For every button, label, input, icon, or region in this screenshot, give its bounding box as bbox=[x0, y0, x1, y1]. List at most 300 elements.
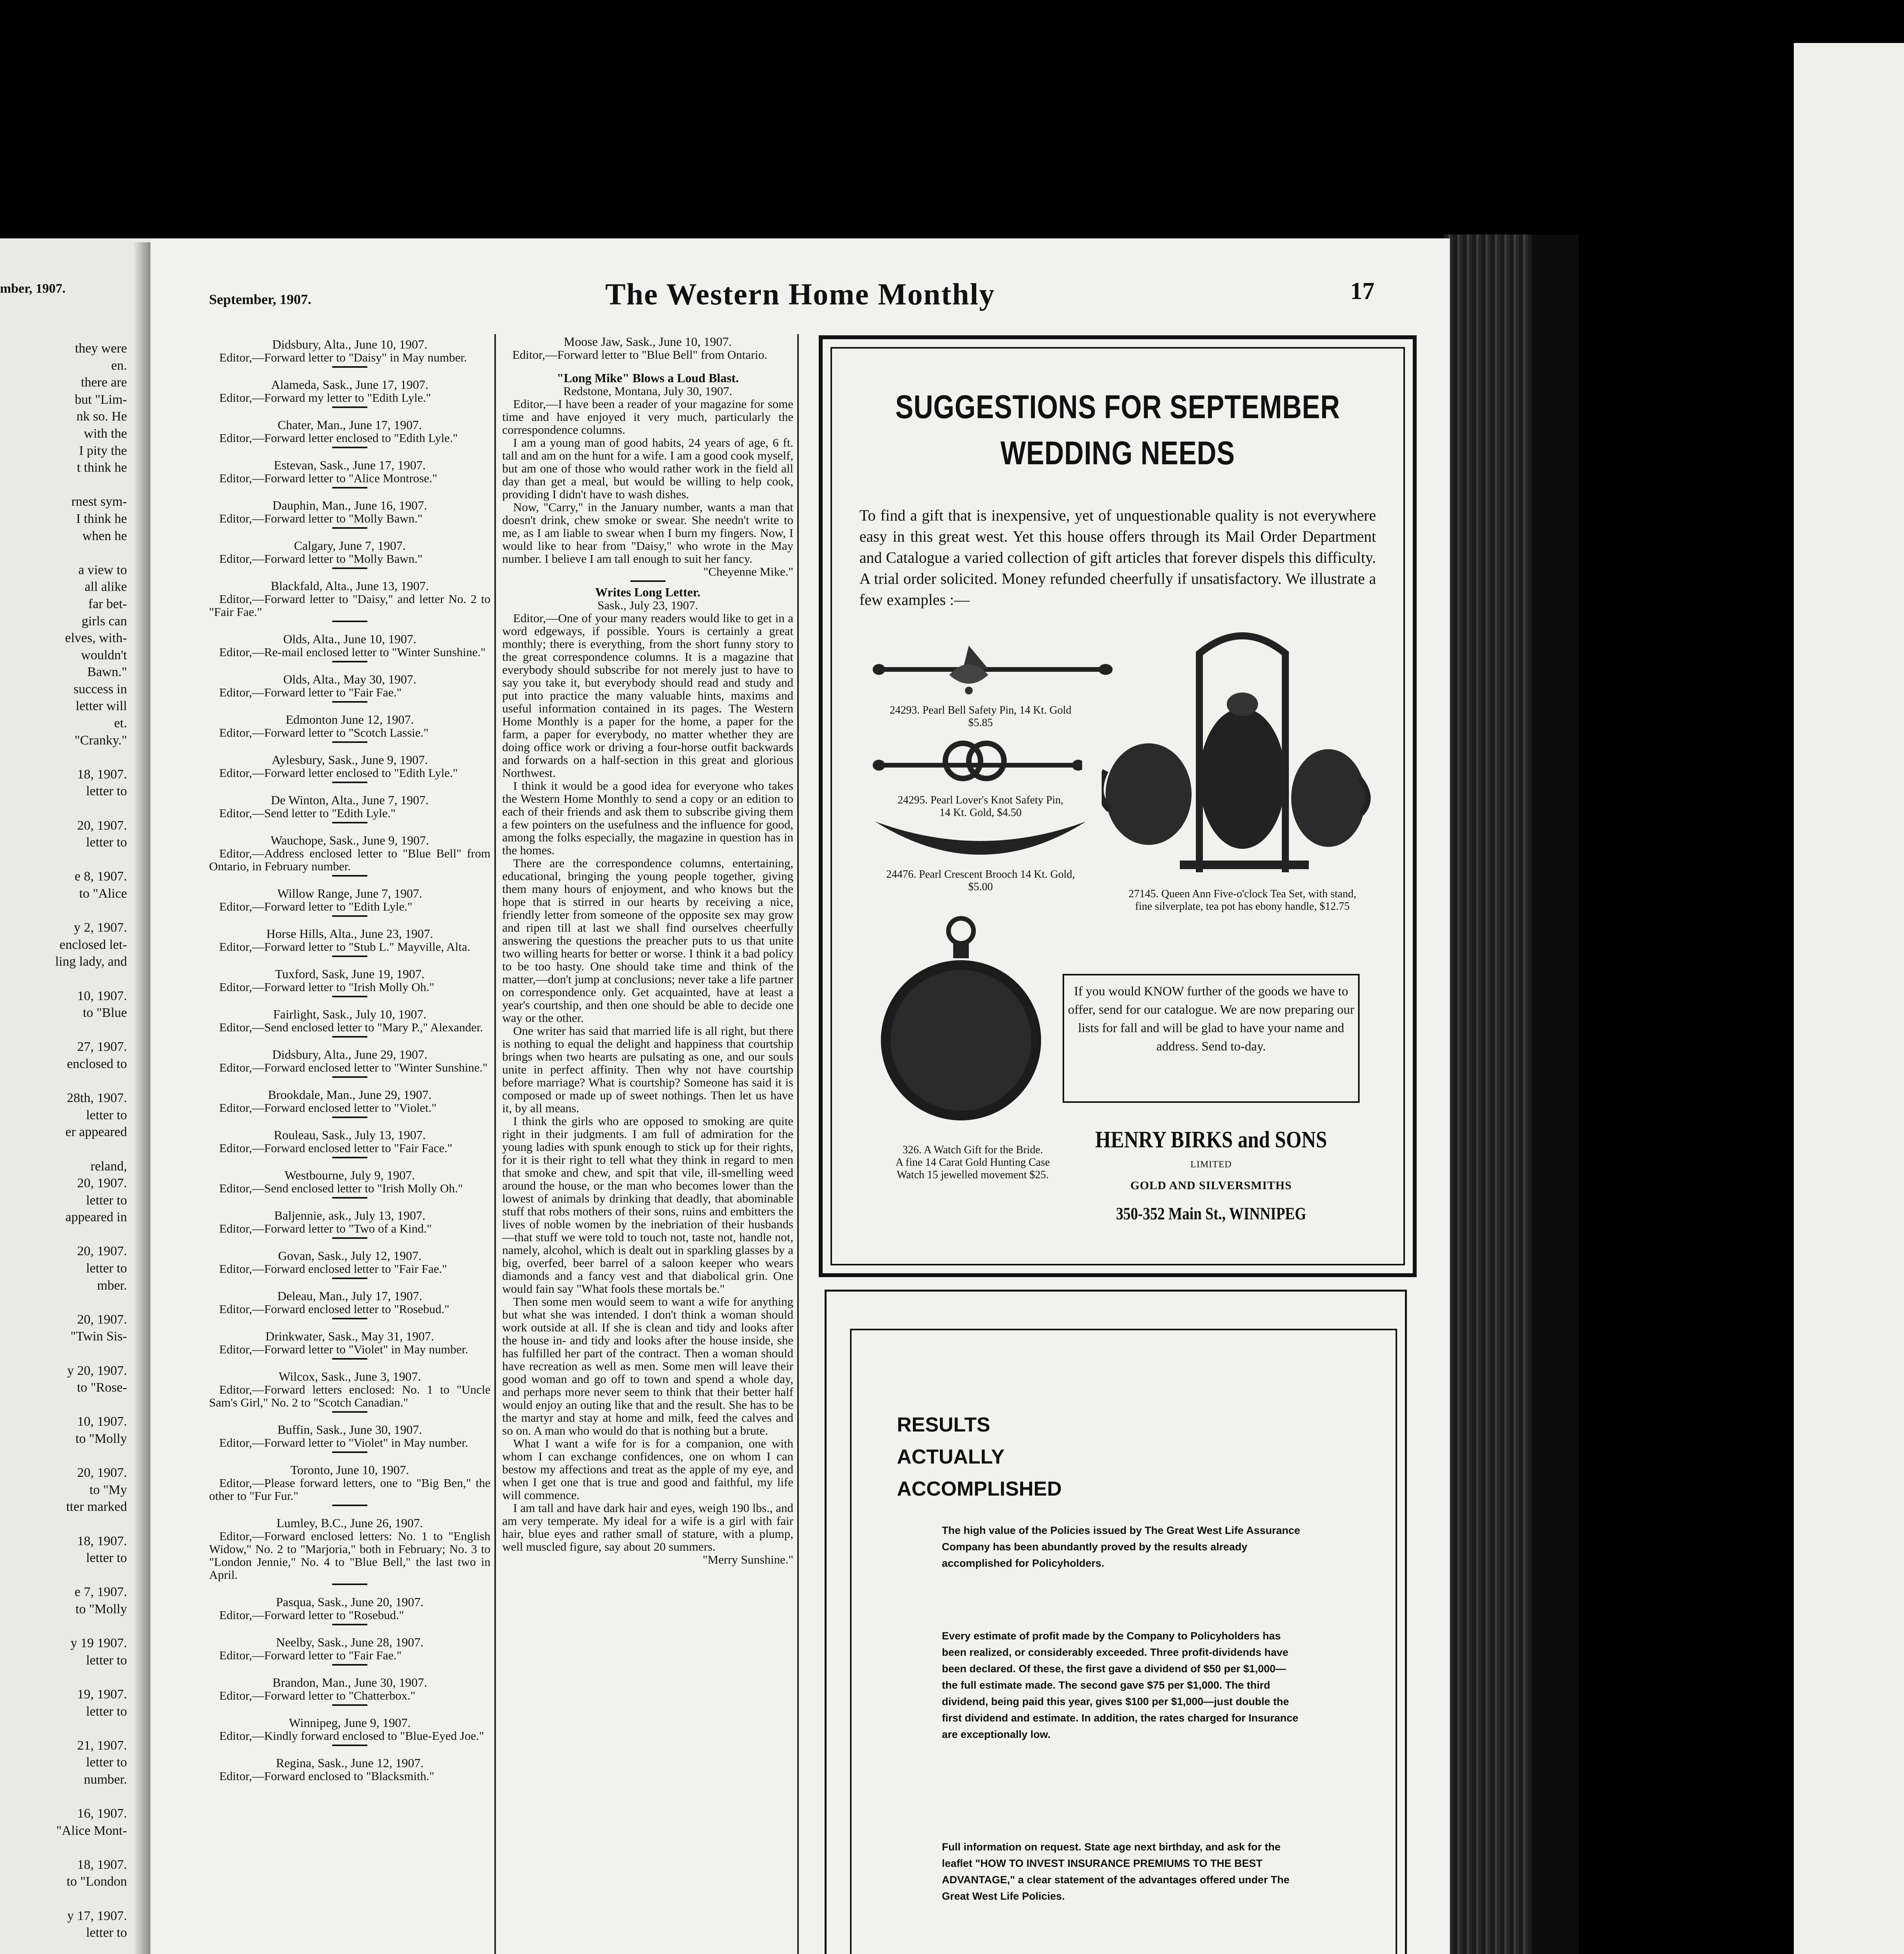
letter-notice bbox=[209, 1596, 490, 1625]
left-page-line: letter to bbox=[86, 1755, 127, 1770]
great-west-life-advertisement bbox=[825, 1290, 1407, 1954]
letter-body: Editor,—Forward letter to "Alice Montrose." bbox=[219, 471, 437, 485]
letter-place: Drinkwater, Sask., May 31, 1907. bbox=[265, 1329, 434, 1343]
left-page-line bbox=[10, 544, 127, 562]
letter-place: Calgary, June 7, 1907. bbox=[294, 539, 406, 553]
letter-place: Redstone, Montana, July 30, 1907. bbox=[563, 384, 732, 398]
letter-body: Editor,—Forward enclosed letter to "Rosebud." bbox=[219, 1302, 449, 1316]
left-page-line: e 7, 1907. bbox=[74, 1585, 127, 1600]
letter-notice bbox=[502, 335, 793, 361]
left-page-line bbox=[10, 1396, 127, 1414]
letter-notice bbox=[209, 834, 490, 877]
ad-headline-line: RESULTS bbox=[897, 1414, 990, 1436]
letter-place: Didsbury, Alta., June 10, 1907. bbox=[272, 337, 428, 351]
divider bbox=[332, 1318, 367, 1319]
item-caption bbox=[871, 1144, 1074, 1181]
left-page-line bbox=[10, 1294, 127, 1311]
divider bbox=[332, 621, 367, 622]
letter-place: Tuxford, Sask, June 19, 1907. bbox=[275, 967, 425, 981]
item-caption bbox=[871, 794, 1090, 819]
letter-place: Fairlight, Sask., July 10, 1907. bbox=[273, 1007, 426, 1021]
left-page-line: a view to bbox=[78, 562, 127, 577]
masthead-title: The Western Home Monthly bbox=[605, 277, 995, 311]
letter-notice bbox=[209, 1464, 490, 1506]
letter-place: Pasqua, Sask., June 20, 1907. bbox=[276, 1595, 424, 1609]
divider bbox=[332, 447, 367, 448]
letter-body: Editor,—Forward enclosed letter to "Fair Fae." bbox=[219, 1262, 447, 1276]
pearl-bell-pin-illustration bbox=[871, 646, 1113, 700]
left-page-line: enclosed to bbox=[67, 1056, 127, 1071]
letter-place: Govan, Sask., July 12, 1907. bbox=[278, 1249, 422, 1263]
letter-notice bbox=[209, 580, 490, 622]
left-page-line bbox=[10, 1567, 127, 1584]
left-page-line: y 17, 1907. bbox=[67, 1908, 127, 1923]
left-page-line bbox=[10, 1890, 127, 1907]
left-page-line: 20, 1907. bbox=[77, 818, 127, 833]
left-page-line: they were bbox=[75, 341, 127, 356]
left-page-line bbox=[10, 1618, 127, 1635]
left-page-line: y 19 1907. bbox=[70, 1636, 127, 1651]
letter-notice bbox=[209, 378, 490, 408]
letter-place: Brookdale, Man., June 29, 1907. bbox=[268, 1088, 432, 1102]
item-caption bbox=[871, 868, 1090, 893]
left-page-line: there are bbox=[81, 375, 127, 390]
divider bbox=[630, 580, 666, 582]
left-page-line: to "London bbox=[66, 1874, 127, 1889]
left-page-line: 18, 1907. bbox=[77, 1533, 127, 1548]
letter-notice bbox=[209, 713, 490, 743]
divider bbox=[332, 1505, 367, 1506]
letter-notice bbox=[209, 419, 490, 448]
letter-body: Editor,—Forward letter to "Fair Fae." bbox=[219, 1648, 402, 1662]
left-page-line: I pity the bbox=[79, 443, 127, 458]
letter-place: Sask., July 23, 1907. bbox=[597, 598, 698, 612]
letter-body: Editor,—Forward my letter to "Edith Lyle." bbox=[219, 391, 431, 404]
letter-paragraph: Editor,—I have been a reader of your magazine for some time and have enjoyed it very much, particularly the correspondence columns. bbox=[502, 397, 793, 437]
left-page-line: 28th, 1907. bbox=[67, 1091, 127, 1106]
letter-notice bbox=[209, 1636, 490, 1666]
letter-place: Olds, Alta., May 30, 1907. bbox=[283, 672, 417, 686]
letter-place: Deleau, Man., July 17, 1907. bbox=[277, 1289, 422, 1303]
tea-set-illustration bbox=[1102, 630, 1371, 884]
ad-headline-line: ACCOMPLISHED bbox=[897, 1478, 1062, 1500]
item-detail: fine silverplate, tea pot has ebony handle, $12.75 bbox=[1135, 900, 1350, 913]
left-page-line: y 2, 1907. bbox=[74, 920, 127, 935]
ad-intro: To find a gift that is inexpensive, yet of unquestionable quality is not everywhere easy in this great west. Yet this house offers through its Mail Order Department and Catalogue a varied collection of gift articles that forever dispels this difficulty. A trial order solicited. Money refunded cheerfully if unsatisfactory. We illustrate a few examples :— bbox=[859, 506, 1376, 608]
letter-place: Chater, Man., June 17, 1907. bbox=[277, 418, 422, 432]
letter-place: Wilcox, Sask., June 3, 1907. bbox=[278, 1369, 421, 1383]
birks-advertisement bbox=[819, 335, 1417, 1277]
letter-place: Dauphin, Man., June 16, 1907. bbox=[272, 498, 427, 512]
ad-headline bbox=[897, 1409, 1062, 1505]
ad-inner-border bbox=[830, 347, 1405, 1265]
ad-headline-line: WEDDING NEEDS bbox=[1000, 435, 1235, 471]
divider bbox=[332, 1036, 367, 1038]
letter-paragraph: What I want a wife for is for a companion, one with whom I can exchange confidences, one on whom I can bestow my affections and treat as the apple of my eye, and when I get one that is true and good and faithful, my life will commence. bbox=[502, 1437, 793, 1502]
letter-notice bbox=[209, 794, 490, 823]
letter-notice bbox=[209, 1169, 490, 1199]
letter-body: Editor,—Forward letter to "Fair Fae." bbox=[219, 685, 402, 699]
column-divider bbox=[797, 334, 799, 1954]
letter-notice bbox=[209, 927, 490, 957]
letter-body: Editor,—Forward letter enclosed to "Edith Lyle." bbox=[219, 766, 458, 780]
letter-notice bbox=[209, 1249, 490, 1279]
left-page-line bbox=[10, 1073, 127, 1090]
lovers-knot-pin-illustration bbox=[871, 739, 1082, 786]
left-page-line bbox=[10, 476, 127, 494]
letter-place: Wauchope, Sask., June 9, 1907. bbox=[270, 833, 429, 847]
left-page-line: to "Alice bbox=[79, 886, 127, 901]
left-page-line: number. bbox=[84, 1772, 127, 1787]
letter-notice bbox=[209, 1757, 490, 1782]
left-page-line: to "Rose- bbox=[77, 1380, 127, 1395]
letter-notice bbox=[209, 1676, 490, 1706]
letter-notice bbox=[209, 1129, 490, 1158]
letter-place: Rouleau, Sask., July 13, 1907. bbox=[274, 1128, 426, 1142]
left-page-line: "Cranky." bbox=[74, 733, 127, 748]
left-page-line: rnest sym- bbox=[71, 494, 127, 509]
pocket-watch-illustration bbox=[879, 915, 1043, 1130]
letter-notice bbox=[209, 633, 490, 662]
letter-body: Editor,—Forward enclosed letter to "Violet." bbox=[219, 1101, 437, 1115]
left-page-line: to "Molly bbox=[75, 1432, 127, 1446]
letter-body: Editor,—Forward letter to "Scotch Lassie." bbox=[219, 726, 429, 739]
letter-place: Blackfald, Alta., June 13, 1907. bbox=[270, 579, 429, 593]
left-page-line: appeared in bbox=[65, 1210, 127, 1225]
left-page-line: letter to bbox=[86, 1551, 127, 1566]
letter-notice bbox=[209, 887, 490, 917]
letter-place: Toronto, June 10, 1907. bbox=[290, 1463, 409, 1477]
letter-body: Editor,—Forward enclosed letter to "Winter Sunshine." bbox=[219, 1061, 488, 1074]
divider bbox=[332, 661, 367, 662]
left-page-line: e 8, 1907. bbox=[74, 869, 127, 884]
letter-notice bbox=[209, 1517, 490, 1585]
left-facing-page bbox=[0, 238, 154, 1954]
letter-paragraphs bbox=[502, 612, 793, 1553]
letter-place: Edmonton June 12, 1907. bbox=[286, 712, 414, 726]
letter-notice bbox=[209, 1423, 490, 1453]
letter-place: Willow Range, June 7, 1907. bbox=[277, 886, 422, 900]
letter-paragraphs bbox=[502, 397, 793, 565]
letter-notice bbox=[209, 753, 490, 783]
left-page-line: wouldn't bbox=[81, 648, 127, 662]
page-number: 17 bbox=[1350, 278, 1374, 304]
left-page-line bbox=[10, 851, 127, 868]
letter-paragraph: Then some men would seem to want a wife for anything but what she was intended. I don't think a woman should work outside at all. If she is clean and tidy and looks after the house in- and tidy and looks after the house inside, she has fulfilled her part of the contract. Then a woman should have recreation as well as men. Some men will leave their good woman and go off to town and spend a whole day, and perhaps more never seem to think that their better half would enjoy an outing like that and the result. She has to be the martyr and stay at home and milk, feed the calves and so on. A man who would do that is nothing but a brute. bbox=[502, 1295, 793, 1437]
left-page-line bbox=[10, 902, 127, 920]
left-page-line: letter to bbox=[86, 835, 127, 850]
left-page-line: 20, 1907. bbox=[77, 1244, 127, 1259]
letter-body: Editor,—Forward letter to "Blue Bell" from Ontario. bbox=[512, 348, 768, 361]
left-page-line bbox=[10, 1720, 127, 1737]
left-page-line bbox=[10, 749, 127, 766]
divider bbox=[332, 487, 367, 488]
divider bbox=[332, 1745, 367, 1746]
divider bbox=[332, 1237, 367, 1239]
letter-place: Winnipeg, June 9, 1907. bbox=[289, 1716, 411, 1730]
divider bbox=[332, 1157, 367, 1158]
ad-headline bbox=[884, 384, 1352, 476]
letter-paragraph: One writer has said that married life is all right, but there is nothing to equal the delight and happiness that courtship brings when two hearts are pulsating as one, and our souls unite in perfect affinity. Then why not have courtship before marriage? What is courtship? Someone has said it is composed or made up of sweet nothings. Then let us have it, by all means. bbox=[502, 1024, 793, 1115]
left-page-line bbox=[10, 1345, 127, 1362]
item-price: 14 Kt. Gold, $4.50 bbox=[939, 807, 1022, 819]
letter-notice bbox=[209, 673, 490, 703]
divider bbox=[332, 527, 367, 529]
letter-paragraph: There are the correspondence columns, entertaining, educational, bringing the young people together, giving them many hours of enjoyment, and who knows but the hope that is stirred in our hearts by receiving a nice, friendly letter from someone of the opposite sex may grow and ripen till at last we shall find ourselves cheerfully answering the questions the preacher puts to us that unite two willing hearts for better or worse. I think it a bad policy to be too hasty. One should take time and think of the matter,—don't jump at conclusions; never take a life partner on correspondence only. Get acquainted, have at least a year's courtship, and then one should be able to decide one way or the other. bbox=[502, 856, 793, 1025]
left-page-line: when he bbox=[82, 528, 127, 543]
left-page-line bbox=[10, 1941, 127, 1954]
left-page-line: tter marked bbox=[66, 1499, 127, 1514]
left-page-line: en. bbox=[111, 358, 127, 373]
letter-place: Horse Hills, Alta., June 23, 1907. bbox=[266, 927, 433, 941]
letter-paragraph: I think it would be a good idea for everyone who takes the Western Home Monthly to send a copy or an edition to each of their friends and ask them to subscribe giving them a few pointers on the usefulness and the influence for good, among the folks especially, the magazine in question has in the homes. bbox=[502, 779, 793, 857]
catalogue-notice: If you would KNOW further of the goods we have to offer, send for our catalogue. We are now preparing our lists for fall and will be glad to have your name and address. Send to-day. bbox=[1063, 974, 1360, 1103]
left-page-line bbox=[10, 1839, 127, 1856]
left-page-line: letter to bbox=[86, 1193, 127, 1208]
left-page-line: Bawn." bbox=[87, 665, 127, 680]
left-page-line: letter to bbox=[86, 1653, 127, 1668]
left-page-line: I think he bbox=[76, 511, 127, 526]
divider bbox=[332, 1411, 367, 1413]
left-page-line bbox=[10, 1788, 127, 1805]
left-page-line: elves, with- bbox=[65, 631, 127, 646]
item-name: 24295. Pearl Lover's Knot Safety Pin, bbox=[897, 794, 1064, 806]
left-page-line: reland, bbox=[90, 1159, 127, 1174]
ad-headline-line: ACTUALLY bbox=[897, 1446, 1005, 1468]
left-page-line: "Alice Mont- bbox=[56, 1823, 127, 1838]
letter-place: Buffin, Sask., June 30, 1907. bbox=[277, 1423, 422, 1437]
divider bbox=[332, 1076, 367, 1078]
right-page-strip bbox=[1794, 43, 1904, 1954]
left-page-line: letter to bbox=[86, 1704, 127, 1719]
left-page-line: to "Molly bbox=[75, 1601, 127, 1616]
letter-place: Baljennie, ask., July 13, 1907. bbox=[274, 1208, 426, 1222]
left-page-line: letter to bbox=[86, 784, 127, 799]
letter-place: Neelby, Sask., June 28, 1907. bbox=[276, 1635, 424, 1649]
divider bbox=[332, 1278, 367, 1279]
letter-notice bbox=[209, 1209, 490, 1239]
letter-body: Editor,—Forward letter to "Two of a Kind." bbox=[219, 1222, 432, 1235]
letter-body: Editor,—Forward letter to "Violet" in May number. bbox=[219, 1436, 468, 1449]
letter-signature: "Cheyenne Mike." bbox=[703, 565, 793, 578]
letter-body: Editor,—Send letter to "Edith Lyle." bbox=[219, 806, 396, 820]
left-page-line: y 20, 1907. bbox=[67, 1363, 127, 1378]
letter-heading: "Long Mike" Blows a Loud Blast. bbox=[557, 371, 739, 385]
left-page-line bbox=[10, 1226, 127, 1243]
left-page-line: 10, 1907. bbox=[77, 1414, 127, 1429]
letter-body: Editor,—Send enclosed letter to "Irish Molly Oh." bbox=[219, 1181, 463, 1195]
letter-notice bbox=[209, 459, 490, 488]
left-page-line: 16, 1907. bbox=[77, 1806, 127, 1821]
letter-body: Editor,—Forward letter to "Daisy," and letter No. 2 to "Fair Fae." bbox=[209, 592, 490, 619]
left-page-line: success in bbox=[73, 682, 127, 696]
divider bbox=[332, 1117, 367, 1118]
left-page-line: letter will bbox=[75, 699, 127, 714]
correspondence-column bbox=[502, 335, 793, 1566]
header-date: September, 1907. bbox=[209, 292, 311, 307]
item-name: 326. A Watch Gift for the Bride. bbox=[902, 1144, 1043, 1156]
letter-body: Editor,—Forward letters enclosed: No. 1 to "Uncle Sam's Girl," No. 2 to "Scotch Canadian." bbox=[209, 1383, 490, 1409]
letter-body: Editor,—Kindly forward enclosed to "Blue-Eyed Joe." bbox=[219, 1729, 484, 1743]
letter-place: Moose Jaw, Sask., June 10, 1907. bbox=[564, 335, 732, 349]
letter-place: Didsbury, Alta., June 29, 1907. bbox=[272, 1047, 428, 1061]
letter-body: Editor,—Forward letter to "Violet" in May number. bbox=[219, 1342, 468, 1356]
left-page-line bbox=[10, 1022, 127, 1039]
left-page-line: girls can bbox=[81, 614, 127, 628]
left-page-line: 21, 1907. bbox=[77, 1738, 127, 1753]
divider bbox=[332, 1451, 367, 1453]
letter-notice bbox=[209, 1330, 490, 1360]
divider bbox=[332, 1358, 367, 1360]
letter-notice bbox=[209, 1008, 490, 1038]
letter-notice bbox=[209, 1716, 490, 1746]
divider bbox=[332, 701, 367, 703]
book-cover-edge bbox=[1532, 234, 1579, 1954]
letter-paragraph: I am tall and have dark hair and eyes, weigh 190 lbs., and am very temperate. My ideal for a wife is a girl with fair hair, blue eyes and rather small of stature, with a plump, well muscled figure, say about 20 summers. bbox=[502, 1501, 793, 1553]
letter-body: Editor,—Forward letter enclosed to "Edith Lyle." bbox=[219, 431, 458, 445]
left-page-line: letter to bbox=[86, 1925, 127, 1940]
left-page-line: all alike bbox=[84, 580, 127, 594]
company-address: 350-352 Main St., WINNIPEG bbox=[1116, 1204, 1306, 1223]
item-name: 24476. Pearl Crescent Brooch 14 Kt. Gold, bbox=[886, 868, 1075, 880]
letter-heading: Writes Long Letter. bbox=[595, 585, 701, 599]
letter-body: Editor,—Address enclosed letter to "Blue Bell" from Ontario, in February number. bbox=[209, 846, 490, 873]
letter-signature: "Merry Sunshine." bbox=[703, 1553, 793, 1566]
letter-body: Editor,—Forward enclosed to "Blacksmith." bbox=[219, 1769, 435, 1783]
company-limited: LIMITED bbox=[1190, 1160, 1232, 1170]
item-price: $5.00 bbox=[968, 881, 993, 893]
letter-place: De Winton, Alta., June 7, 1907. bbox=[271, 793, 429, 807]
company-trade: GOLD AND SILVERSMITHS bbox=[1130, 1179, 1292, 1192]
letter-notice bbox=[209, 338, 490, 368]
letter-place: Westbourne, July 9, 1907. bbox=[285, 1168, 415, 1182]
item-caption bbox=[1102, 888, 1383, 913]
letter-body: Editor,—Forward letter to "Rosebud." bbox=[219, 1608, 404, 1622]
item-price: $5.85 bbox=[968, 717, 993, 729]
divider bbox=[332, 1624, 367, 1625]
divider bbox=[332, 1197, 367, 1199]
left-page-line bbox=[10, 1141, 127, 1158]
left-page-line: with the bbox=[84, 426, 127, 441]
left-page-line: ling lady, and bbox=[55, 954, 127, 969]
letter-place: Brandon, Man., June 30, 1907. bbox=[272, 1675, 427, 1689]
letter-place: Lumley, B.C., June 26, 1907. bbox=[276, 1516, 423, 1530]
divider bbox=[332, 406, 367, 408]
letter-place: Olds, Alta., June 10, 1907. bbox=[283, 632, 417, 646]
letter-notice bbox=[209, 539, 490, 569]
ad-paragraph: Every estimate of profit made by the Company to Policyholders has been realized, or considerably exceeded. Three profit-dividends have been declared. Of these, the first gave a dividend of $50 per $1,000—the full estimate made. The second gave $75 per $1,000. The third dividend, being paid this year, gives $100 per $1,000—just double the first dividend and estimate. In addition, the rates charged for Insurance are exceptionally low. bbox=[942, 1630, 1299, 1740]
left-page-line: but "Lim- bbox=[75, 392, 127, 407]
letters-column bbox=[209, 338, 490, 1793]
left-page-line bbox=[10, 1516, 127, 1533]
crescent-brooch-illustration bbox=[871, 818, 1090, 868]
letter-paragraph: Now, "Carry," in the January number, wants a man that doesn't drink, chew smoke or swear. She needn't write to me, as I am liable to swear when I burn my fingers. Now, I would like to hear from "Daisy," who wrote in the May number. I believe I am tall enough to suit her fancy. bbox=[502, 500, 793, 565]
left-page-line bbox=[10, 800, 127, 817]
item-detail: Watch 15 jewelled movement $25. bbox=[897, 1169, 1049, 1181]
letter-body: Editor,—Forward letter to "Stub L." Mayville, Alta. bbox=[219, 940, 471, 954]
letter-notice bbox=[209, 1048, 490, 1078]
divider bbox=[332, 1584, 367, 1585]
letter-body: Editor,—Send enclosed letter to "Mary P.," Alexander. bbox=[219, 1020, 483, 1034]
left-page-line: 27, 1907. bbox=[77, 1040, 127, 1054]
left-page-line: to "Blue bbox=[82, 1006, 127, 1020]
letter-notice bbox=[209, 1290, 490, 1319]
letter-notice bbox=[209, 1370, 490, 1413]
column-divider bbox=[494, 334, 496, 1954]
left-page-header: mber, 1907. bbox=[0, 281, 66, 296]
letter-place: Estevan, Sask., June 17, 1907. bbox=[274, 458, 426, 472]
item-name: 27145. Queen Ann Five-o'clock Tea Set, with stand, bbox=[1128, 888, 1356, 900]
letter-paragraph: I think the girls who are opposed to smoking are quite right in their judgments. I am full of admiration for the young ladies with spunk enough to stick up for their rights, for it is their right to tell what they think in regard to men that smoke and chew, and spit that vile, ill-smelling weed around the house, or the man who becomes lower than the lowest of animals by drinking that deadly, that abominable stuff that robs mothers of their sons, ruins and embitters the lives of noble women by the inebriation of their husbands—that stuff we were told to touch not, taste not, handle not, namely, alcohol, which is dealt out in sparkling glasses by a big, overfed, beer barrel of a saloon keeper who wears diamonds and a fancy vest and that diabolical grin. One would fain say "What fools these mortals be." bbox=[502, 1114, 793, 1296]
left-page-line: 19, 1907. bbox=[77, 1687, 127, 1702]
letter-notice bbox=[209, 968, 490, 997]
letter-paragraph: Editor,—One of your many readers would like to get in a word edgeways, if possible. Yours is certainly a great monthly; there is everything, from the short funny story to the great correspondence columns. It is a magazine that everybody should subscribe for not merely just to have to say you take it, but everybody should read and study and put into practice the many valuable hints, maxims and useful information contained in its pages. The Western Home Monthly is a paper for the home, a paper for the farm, a paper for everybody, no matter whether they are doing office work or driving a four-horse outfit backwards and forwards on a half-section in this great and glorious Northwest. bbox=[502, 611, 793, 780]
left-page-line: far bet- bbox=[88, 596, 127, 611]
divider bbox=[332, 1664, 367, 1666]
item-caption bbox=[871, 704, 1090, 729]
left-page-line: 20, 1907. bbox=[77, 1466, 127, 1480]
left-page-line bbox=[10, 970, 127, 988]
letter-place: Regina, Sask., June 12, 1907. bbox=[276, 1756, 424, 1770]
divider bbox=[332, 741, 367, 743]
ad-paragraph: Full information on request. State age next birthday, and ask for the leaflet "HOW TO INVEST INSURANCE PREMIUMS TO THE BEST ADVANTAGE," a clear statement of the advantages offered under The Great West Life Policies. bbox=[942, 1841, 1290, 1902]
divider bbox=[332, 956, 367, 957]
left-page-line: t think he bbox=[77, 460, 127, 475]
letter-body: Editor,—Forward letter to "Irish Molly Oh." bbox=[219, 980, 435, 994]
divider bbox=[332, 567, 367, 569]
left-page-line: to "My bbox=[89, 1482, 127, 1497]
divider bbox=[332, 782, 367, 783]
letter-paragraph: I am a young man of good habits, 24 years of age, 6 ft. tall and am on the hunt for a wife. I am a good cook myself, but am one of those who would rather work in the field all day than get a meal, but would be willing to help cook, providing I didn't have to wash dishes. bbox=[502, 436, 793, 501]
left-page-line: er appeared bbox=[65, 1125, 127, 1140]
left-page-line: enclosed let- bbox=[59, 937, 127, 952]
left-page-line bbox=[10, 1448, 127, 1465]
divider bbox=[332, 1704, 367, 1706]
item-detail: A fine 14 Carat Gold Hunting Case bbox=[895, 1156, 1050, 1168]
ad-headline-line: SUGGESTIONS FOR SEPTEMBER bbox=[895, 388, 1340, 425]
left-page-text bbox=[10, 340, 127, 1954]
ad-paragraph: The high value of the Policies issued by The Great West Life Assurance Company has been abundantly proved by the results already accomplished for Policyholders. bbox=[942, 1525, 1300, 1569]
divider bbox=[332, 996, 367, 997]
left-page-line: 20, 1907. bbox=[77, 1312, 127, 1327]
company-name: HENRY BIRKS and SONS bbox=[1095, 1127, 1327, 1152]
letter-place: Alameda, Sask., June 17, 1907. bbox=[271, 378, 429, 392]
letter-body: Editor,—Re-mail enclosed letter to "Winter Sunshine." bbox=[219, 645, 486, 659]
letter-body: Editor,—Forward letter to "Molly Bawn." bbox=[219, 552, 422, 565]
letter-body: Editor,—Forward enclosed letters: No. 1 to "English Widow," No. 2 to "Marjoria," both in February; No. 3 to "London Jennie," No. 4 to "Blue Bell," the last two in April. bbox=[209, 1529, 490, 1582]
left-page-line: et. bbox=[114, 716, 127, 731]
letter-body: Editor,—Forward letter to "Edith Lyle." bbox=[219, 900, 413, 913]
letter-body: Editor,—Forward enclosed letter to "Fair Face." bbox=[219, 1141, 453, 1155]
left-page-line: mber. bbox=[97, 1278, 127, 1293]
magazine-page bbox=[150, 238, 1450, 1954]
letter-body: Editor,—Forward letter to "Daisy" in May number. bbox=[219, 351, 467, 364]
divider bbox=[332, 822, 367, 823]
letter-body: Editor,—Forward letter to "Chatterbox." bbox=[219, 1689, 415, 1702]
left-page-line: letter to bbox=[86, 1108, 127, 1122]
left-page-line: 10, 1907. bbox=[77, 988, 127, 1003]
left-page-line: "Twin Sis- bbox=[70, 1329, 127, 1344]
left-page-line: 20, 1907. bbox=[77, 1176, 127, 1191]
divider bbox=[332, 875, 367, 877]
left-page-line: letter to bbox=[86, 1261, 127, 1276]
left-page-line: 18, 1907. bbox=[77, 767, 127, 782]
divider bbox=[332, 366, 367, 368]
letter-place: Aylesbury, Sask., June 9, 1907. bbox=[272, 753, 428, 767]
left-page-line: 18, 1907. bbox=[77, 1857, 127, 1872]
letter-notice bbox=[209, 1088, 490, 1118]
letter-body: Editor,—Please forward letters, one to "Big Ben," the other to "Fur Fur." bbox=[209, 1476, 490, 1503]
